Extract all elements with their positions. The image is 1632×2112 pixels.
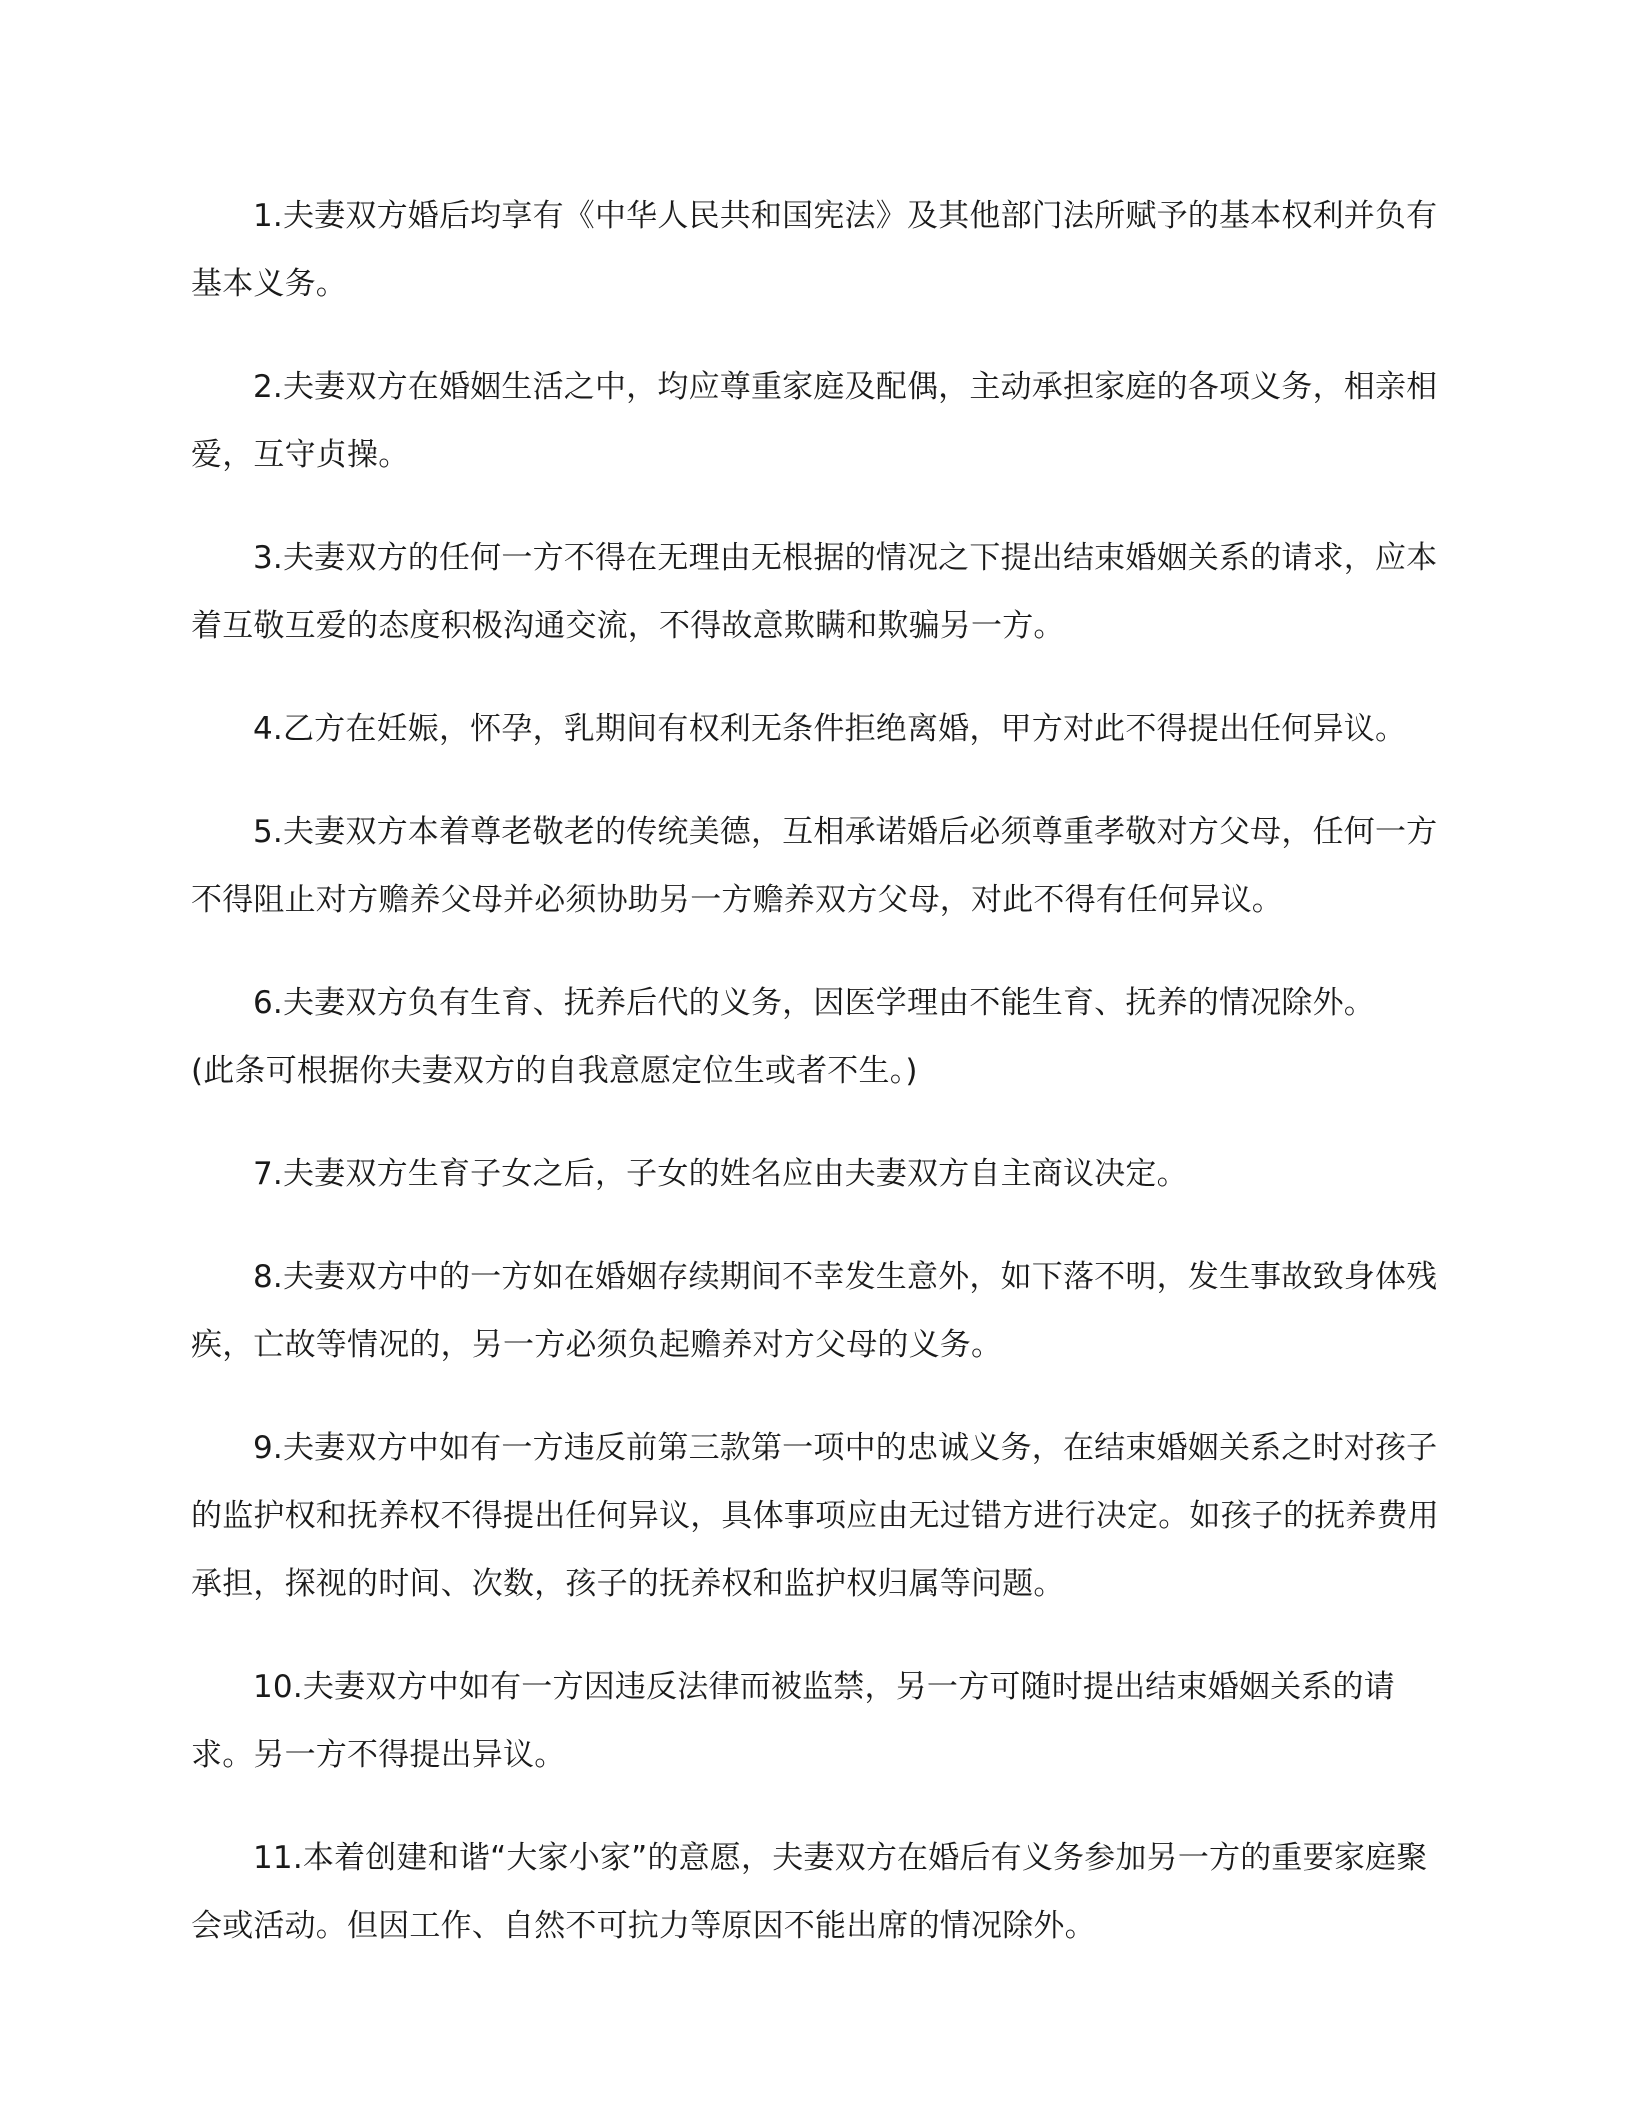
clause-11: 11.本着创建和谐“大家小家”的意愿，夫妻双方在婚后有义务参加另一方的重要家庭聚会或活动。但因工作、自然不可抗力等原因不能出席的情况除外。 bbox=[191, 1840, 1428, 1944]
clause-6: 6.夫妻双方负有生育、抚养后代的义务，因医学理由不能生育、抚养的情况除外。 bbox=[253, 985, 1375, 1021]
clause-6-note: (此条可根据你夫妻双方的自我意愿定位生或者不生。) bbox=[191, 1053, 918, 1089]
clause-10: 10.夫妻双方中如有一方因违反法律而被监禁，另一方可随时提出结束婚姻关系的请求。另一方不得提出异议。 bbox=[191, 1669, 1395, 1773]
clause-2: 2.夫妻双方在婚姻生活之中，均应尊重家庭及配偶，主动承担家庭的各项义务，相亲相爱，互守贞操。 bbox=[191, 369, 1438, 473]
clause-1: 1.夫妻双方婚后均享有《中华人民共和国宪法》及其他部门法所赋予的基本权利并负有基本义务。 bbox=[191, 198, 1438, 302]
clause-3: 3.夫妻双方的任何一方不得在无理由无根据的情况之下提出结束婚姻关系的请求，应本着互敬互爱的态度积极沟通交流，不得故意欺瞒和欺骗另一方。 bbox=[191, 540, 1438, 644]
clause-9: 9.夫妻双方中如有一方违反前第三款第一项中的忠诚义务，在结束婚姻关系之时对孩子的监护权和抚养权不得提出任何异议，具体事项应由无过错方进行决定。如孩子的抚养费用承担，探视的时间、次数，孩子的抚养权和监护权归属等问题。 bbox=[191, 1430, 1439, 1602]
clause-5: 5.夫妻双方本着尊老敬老的传统美德，互相承诺婚后必须尊重孝敬对方父母，任何一方不得阻止对方赡养父母并必须协助另一方赡养双方父母，对此不得有任何异议。 bbox=[191, 814, 1438, 918]
clause-8: 8.夫妻双方中的一方如在婚姻存续期间不幸发生意外，如下落不明，发生事故致身体残疾，亡故等情况的，另一方必须负起赡养对方父母的义务。 bbox=[191, 1259, 1438, 1363]
clause-4: 4.乙方在妊娠，怀孕，乳期间有权利无条件拒绝离婚，甲方对此不得提出任何异议。 bbox=[253, 711, 1407, 747]
clause-7: 7.夫妻双方生育子女之后，子女的姓名应由夫妻双方自主商议决定。 bbox=[253, 1156, 1188, 1192]
document-body bbox=[191, 182, 1439, 1995]
